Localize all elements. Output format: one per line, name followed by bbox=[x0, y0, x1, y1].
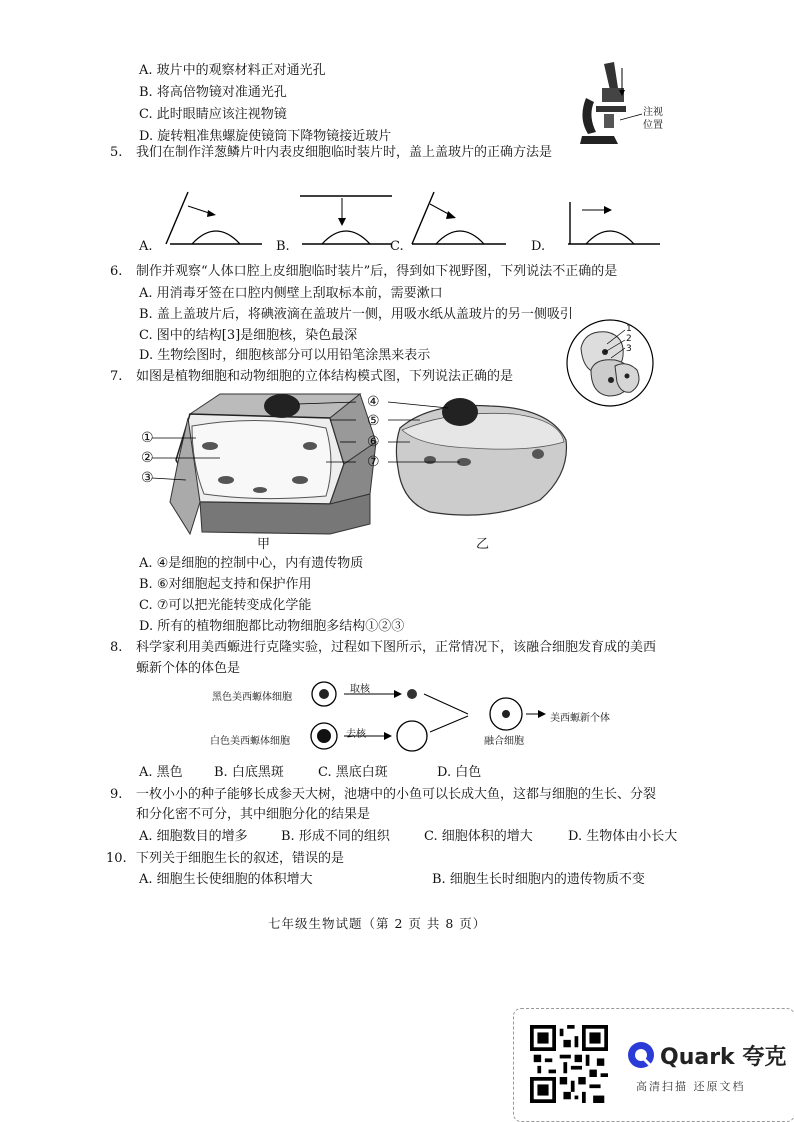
q9-stem-line2: 和分化密不可分，其中细胞分化的结果是 bbox=[136, 807, 371, 822]
q6-fig-num-2: 2 bbox=[626, 334, 632, 344]
q7-mark-1: ① bbox=[141, 430, 154, 446]
q9-stem-line1: 一枚小小的种子能够长成参天大树，池塘中的小鱼可以长成大鱼，这都与细胞的生长、分裂 bbox=[136, 787, 657, 802]
q8-black-cell-label: 黑色美西螈体细胞 bbox=[212, 692, 292, 703]
q8-option-a: A. 黑色 bbox=[139, 765, 183, 780]
q4-option-b: B. 将高倍物镜对准通光孔 bbox=[139, 85, 287, 100]
q5-label-b: B. bbox=[276, 239, 290, 254]
q6-option-b: B. 盖上盖玻片后，将碘液滴在盖玻片一侧，用吸水纸从盖玻片的另一侧吸引 bbox=[139, 307, 573, 322]
q8-number: 8. bbox=[110, 640, 123, 655]
q9-option-a: A. 细胞数目的增多 bbox=[139, 829, 248, 844]
q6-fig-num-3: 3 bbox=[626, 344, 632, 354]
q7-option-d: D. 所有的植物细胞都比动物细胞多结构①②③ bbox=[139, 619, 405, 634]
q10-option-b: B. 细胞生长时细胞内的遗传物质不变 bbox=[432, 872, 645, 887]
quark-brand: Quark bbox=[660, 1045, 735, 1070]
q6-stem: 制作并观察“人体口腔上皮细胞临时装片”后，得到如下视野图，下列说法不正确的是 bbox=[136, 264, 618, 279]
q9-number: 9. bbox=[110, 787, 123, 802]
q8-option-c: C. 黑底白斑 bbox=[318, 765, 388, 780]
q7-mark-4: ④ bbox=[367, 394, 380, 410]
q8-white-cell-label: 白色美西螈体细胞 bbox=[210, 736, 290, 747]
q6-option-c: C. 图中的结构[3]是细胞核，染色最深 bbox=[139, 328, 358, 343]
q5-label-d: D. bbox=[531, 239, 546, 254]
q4-fig-label-1: 注视 bbox=[643, 107, 663, 118]
q7-cell-diagrams bbox=[130, 384, 590, 544]
q8-stem-line1: 科学家利用美西螈进行克隆实验，过程如下图所示，正常情况下，该融合细胞发育成的美西 bbox=[136, 640, 657, 655]
q4-fig-label-2: 位置 bbox=[643, 120, 663, 131]
q7-mark-3: ③ bbox=[141, 470, 154, 486]
q5-coverslip-diagrams bbox=[130, 182, 700, 252]
q7-number: 7. bbox=[110, 369, 123, 384]
q7-mark-7: ⑦ bbox=[367, 454, 380, 470]
q8-remove-nucleus-label: 去核 bbox=[346, 729, 366, 740]
q10-option-a: A. 细胞生长使细胞的体积增大 bbox=[139, 872, 313, 887]
q8-cloning-diagram bbox=[300, 680, 560, 760]
microscope-figure bbox=[574, 58, 654, 148]
q7-option-a: A. ④是细胞的控制中心，内有遗传物质 bbox=[139, 556, 364, 571]
q6-fig-num-1: 1 bbox=[626, 324, 632, 334]
q5-number: 5. bbox=[110, 145, 123, 160]
q6-number: 6. bbox=[110, 264, 123, 279]
q8-option-d: D. 白色 bbox=[437, 765, 482, 780]
q9-option-c: C. 细胞体积的增大 bbox=[424, 829, 533, 844]
q8-stem-line2: 螈新个体的体色是 bbox=[136, 661, 241, 676]
q5-label-c: C. bbox=[390, 239, 404, 254]
q5-stem: 我们在制作洋葱鳞片叶内表皮细胞临时装片时，盖上盖玻片的正确方法是 bbox=[136, 145, 553, 160]
q7-mark-5: ⑤ bbox=[367, 413, 380, 429]
q8-take-nucleus-label: 取核 bbox=[350, 684, 370, 695]
q8-fused-cell-label: 融合细胞 bbox=[484, 736, 524, 747]
q6-option-a: A. 用消毒牙签在口腔内侧壁上刮取标本前，需要漱口 bbox=[139, 286, 443, 301]
q7-fig-right-label: 乙 bbox=[476, 537, 490, 552]
page-footer: 七年级生物试题（第 2 页 共 8 页） bbox=[268, 916, 487, 931]
q7-option-c: C. ⑦可以把光能转变成化学能 bbox=[139, 598, 312, 613]
q4-option-a: A. 玻片中的观察材料正对通光孔 bbox=[139, 63, 326, 78]
q7-stem: 如图是植物细胞和动物细胞的立体结构模式图，下列说法正确的是 bbox=[136, 369, 514, 384]
q10-stem: 下列关于细胞生长的叙述，错误的是 bbox=[136, 851, 345, 866]
q6-option-d: D. 生物绘图时，细胞核部分可以用铅笔涂黑来表示 bbox=[139, 348, 431, 363]
qr-code-icon bbox=[530, 1025, 608, 1103]
q7-mark-2: ② bbox=[141, 450, 154, 466]
q5-label-a: A. bbox=[139, 239, 153, 254]
q8-new-individual-label: 美西螈新个体 bbox=[550, 713, 610, 724]
q8-option-b: B. 白底黑斑 bbox=[214, 765, 284, 780]
q7-mark-6: ⑥ bbox=[367, 434, 380, 450]
q4-option-c: C. 此时眼睛应该注视物镜 bbox=[139, 107, 287, 122]
q10-number: 10. bbox=[106, 851, 127, 866]
q7-fig-left-label: 甲 bbox=[257, 537, 271, 552]
quark-brand-cn: 夸克 bbox=[742, 1045, 787, 1070]
quark-tagline: 高清扫描 还原文档 bbox=[636, 1080, 746, 1093]
q7-option-b: B. ⑥对细胞起支持和保护作用 bbox=[139, 577, 312, 592]
quark-logo-icon bbox=[626, 1040, 656, 1070]
q4-option-d: D. 旋转粗准焦螺旋使镜筒下降物镜接近玻片 bbox=[139, 129, 392, 144]
q9-option-b: B. 形成不同的组织 bbox=[281, 829, 390, 844]
q9-option-d: D. 生物体由小长大 bbox=[568, 829, 678, 844]
